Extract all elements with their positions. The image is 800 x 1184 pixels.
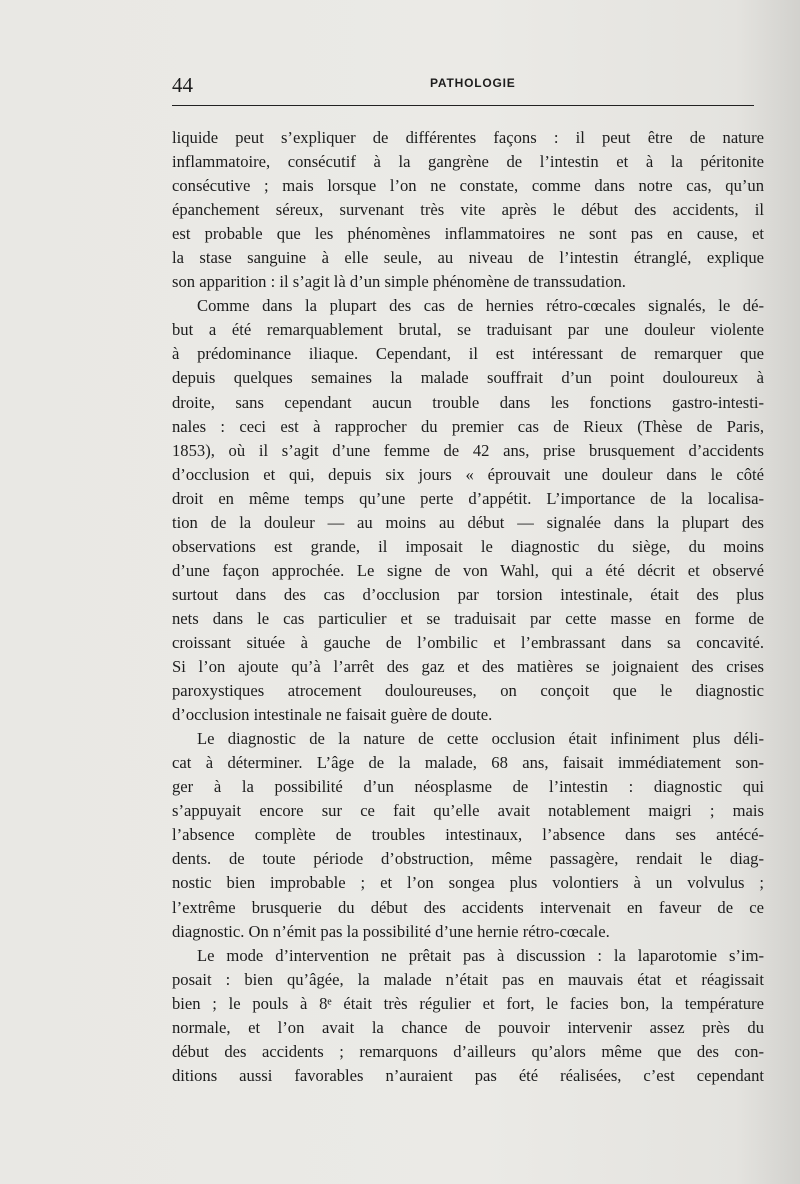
page-number: 44 <box>172 73 193 97</box>
text-line: droit en même temps qu’une perte d’appétit. L’importance de la localisa- <box>172 488 764 508</box>
text-line: d’une façon approchée. Le signe de von Wahl, qui a été décrit et observé <box>172 560 764 580</box>
text-line: Le mode d’intervention ne prêtait pas à discussion : la laparotomie s’im- <box>197 945 764 965</box>
text-line: l’absence complète de troubles intestinaux, l’absence dans ses antécé- <box>172 825 764 845</box>
text-line: depuis quelques semaines la malade souffrait d’un point douloureux à <box>172 368 764 388</box>
paragraph-1 <box>172 126 764 294</box>
text-line: épanchement séreux, survenant très vite après le début des accidents, il <box>172 200 764 220</box>
paragraph-4 <box>172 944 764 1088</box>
running-title: PATHOLOGIE <box>430 76 516 90</box>
text-line: ger à la possibilité d’un néosplasme de l’intestin : diagnostic qui <box>172 777 764 797</box>
text-line: ditions aussi favorables n’auraient pas été réalisées, c’est cependant <box>172 1065 764 1085</box>
text-line: paroxystiques atrocement douloureuses, on conçoit que le diagnostic <box>172 681 764 701</box>
paragraph-2 <box>172 294 764 727</box>
text-line: l’extrême brusquerie du début des accidents intervenait en faveur de ce <box>172 897 764 917</box>
body-text <box>172 126 764 1088</box>
text-line: bien ; le pouls à 8ᵉ était très régulier et fort, le facies bon, la température <box>172 993 764 1013</box>
text-line: droite, sans cependant aucun trouble dans les fonctions gastro-intesti- <box>172 392 764 412</box>
text-line: Le diagnostic de la nature de cette occlusion était infiniment plus déli- <box>197 729 764 749</box>
text-line: liquide peut s’expliquer de différentes façons : il peut être de nature <box>172 128 764 147</box>
text-line: nostic bien improbable ; et l’on songea plus volontiers à un volvulus ; <box>172 873 764 893</box>
text-line: inflammatoire, consécutif à la gangrène de l’intestin et à la péritonite <box>172 152 764 172</box>
paragraph-3 <box>172 727 764 943</box>
text-line: diagnostic. On n’émit pas la possibilité d’une hernie rétro-cœcale. <box>172 921 610 941</box>
text-line: cat à déterminer. L’âge de la malade, 68 ans, faisait immédiatement son- <box>172 753 764 773</box>
text-line: tion de la douleur — au moins au début — signalée dans la plupart des <box>172 512 764 532</box>
text-line: consécutive ; mais lorsque l’on ne constate, comme dans notre cas, qu’un <box>172 176 764 196</box>
text-line: Si l’on ajoute qu’à l’arrêt des gaz et des matières se joignaient des crises <box>172 657 764 677</box>
text-line: posait : bien qu’âgée, la malade n’était pas en mauvais état et réagissait <box>172 969 764 989</box>
text-line: normale, et l’on avait la chance de pouvoir intervenir assez près du <box>172 1017 764 1037</box>
text-line: la stase sanguine à elle seule, au niveau de l’intestin étranglé, explique <box>172 248 764 268</box>
text-line: d’occlusion et qui, depuis six jours « éprouvait une douleur dans le côté <box>172 464 764 484</box>
text-line: nets dans le cas particulier et se traduisait par cette masse en forme de <box>172 608 764 628</box>
text-line: croissant située à gauche de l’ombilic et l’embrassant dans sa concavité. <box>172 632 764 652</box>
header-rule <box>172 105 754 106</box>
text-line: nales : ceci est à rapprocher du premier cas de Rieux (Thèse de Paris, <box>172 416 764 436</box>
text-line: début des accidents ; remarquons d’ailleurs qu’alors même que des con- <box>172 1041 764 1061</box>
text-line: observations est grande, il imposait le diagnostic du siège, du moins <box>172 536 764 556</box>
text-line: but a été remarquablement brutal, se traduisant par une douleur violente <box>172 320 764 340</box>
text-line: son apparition : il s’agit là d’un simple phénomène de transsudation. <box>172 272 626 292</box>
text-line: d’occlusion intestinale ne faisait guère de doute. <box>172 705 493 725</box>
text-line: surtout dans des cas d’occlusion par torsion intestinale, était des plus <box>172 584 764 604</box>
text-line: s’appuyait encore sur ce fait qu’elle avait notablement maigri ; mais <box>172 801 764 821</box>
page-header <box>172 72 754 98</box>
text-line: 1853), où il s’agit d’une femme de 42 ans, prise brusquement d’accidents <box>172 440 764 460</box>
text-line: dents. de toute période d’obstruction, même passagère, rendait le diag- <box>172 849 764 869</box>
text-line: est probable que les phénomènes inflammatoires ne sont pas en cause, et <box>172 224 764 244</box>
text-line: à prédominance iliaque. Cependant, il est intéressant de remarquer que <box>172 344 764 364</box>
text-line: Comme dans la plupart des cas de hernies rétro-cœcales signalés, le dé- <box>197 296 764 316</box>
